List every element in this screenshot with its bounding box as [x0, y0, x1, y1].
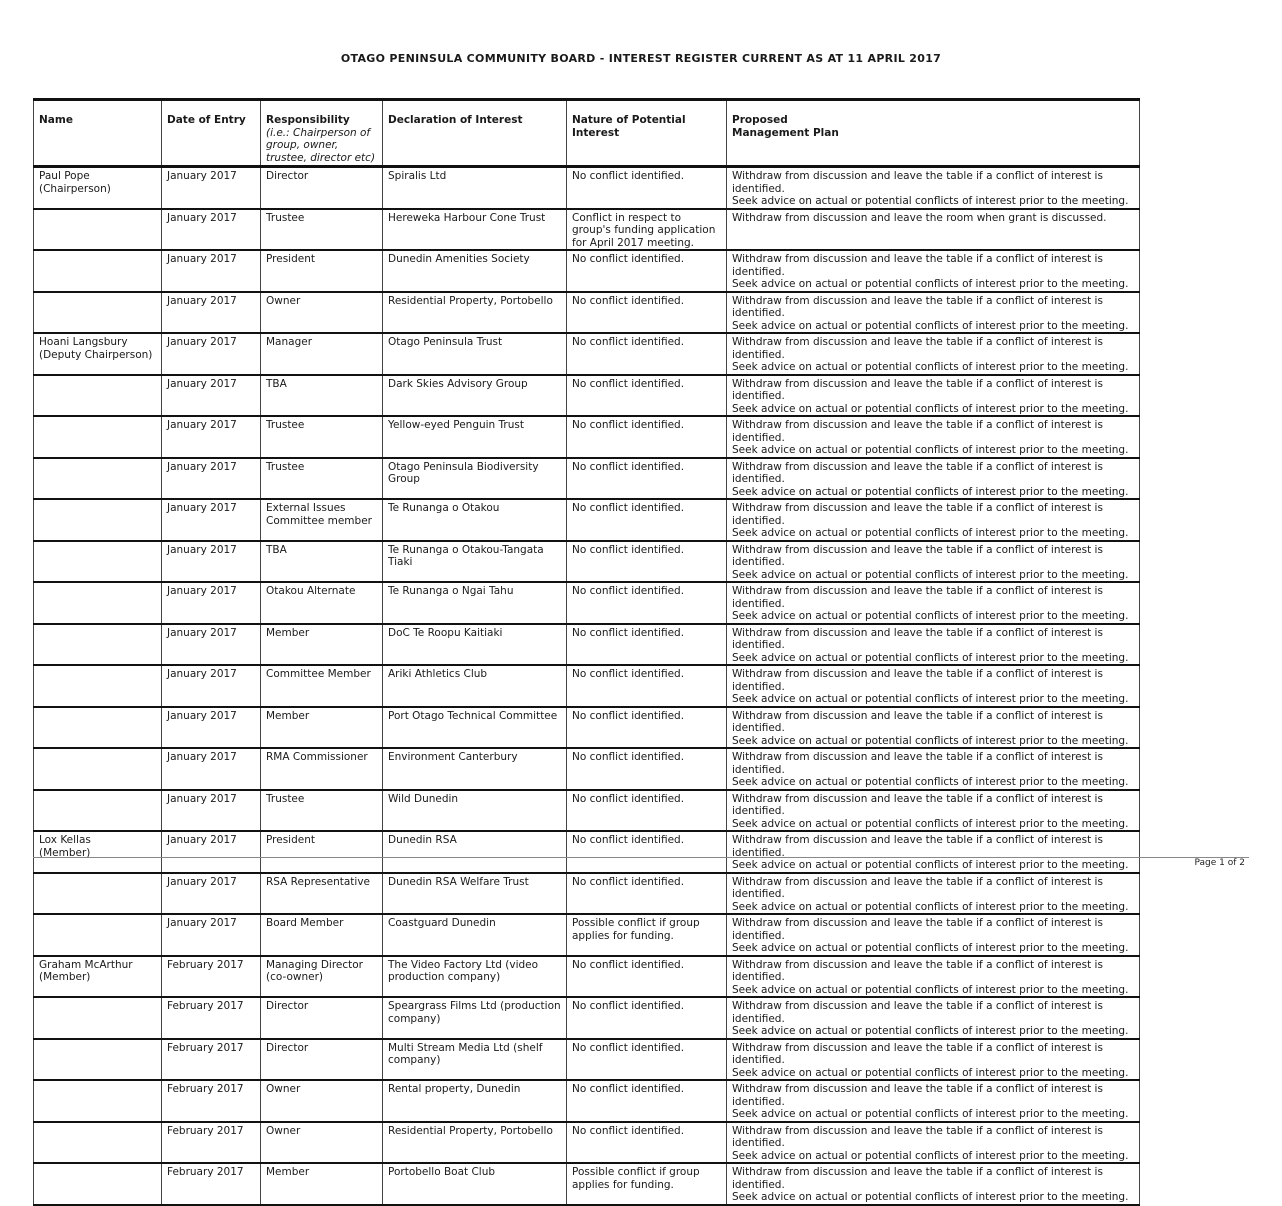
member-name: Lox Kellas [39, 834, 91, 846]
plan-line-1: Withdraw from discussion and leave the table if a conflict of interest is identified. [732, 502, 1103, 527]
cell-name [34, 831, 162, 873]
header-responsibility-note: (i.e.: Chairperson of group, owner, trustee, director etc) [266, 126, 376, 164]
table-row [34, 416, 1140, 458]
plan-line-2: Seek advice on actual or potential conflicts of interest prior to the meeting. [732, 734, 1129, 747]
cell-date: January 2017 [162, 333, 261, 375]
cell-name [34, 956, 162, 998]
table-row [34, 1122, 1140, 1164]
plan-line-2: Seek advice on actual or potential conflicts of interest prior to the meeting. [732, 527, 1129, 539]
cell-name [34, 707, 162, 749]
cell-plan [727, 748, 1140, 790]
cell-name [34, 748, 162, 790]
cell-name [34, 1080, 162, 1122]
cell-name [34, 375, 162, 417]
cell-declaration: Portobello Boat Club [383, 1163, 567, 1205]
cell-responsibility: Manager [261, 333, 383, 375]
cell-plan [727, 333, 1140, 375]
table-row [34, 997, 1140, 1039]
cell-nature: No conflict identified. [567, 292, 727, 334]
cell-date: January 2017 [162, 873, 261, 915]
cell-date: January 2017 [162, 831, 261, 873]
plan-line-1: Withdraw from discussion and leave the table if a conflict of interest is identified. [732, 751, 1103, 776]
table-row [34, 831, 1140, 873]
header-plan-line1: Proposed [732, 114, 788, 126]
cell-plan [727, 790, 1140, 832]
plan-line-2: Seek advice on actual or potential conflicts of interest prior to the meeting. [732, 651, 1129, 664]
cell-responsibility: TBA [261, 375, 383, 417]
cell-responsibility: External Issues Committee member [261, 499, 383, 541]
plan-line-2: Seek advice on actual or potential conflicts of interest prior to the meeting. [732, 693, 1129, 705]
cell-date: January 2017 [162, 416, 261, 458]
cell-plan [727, 873, 1140, 915]
header-declaration: Declaration of Interest [383, 100, 567, 167]
plan-line-1: Withdraw from discussion and leave the table if a conflict of interest is identified. [732, 1083, 1103, 1108]
cell-date: January 2017 [162, 499, 261, 541]
plan-line-2: Seek advice on actual or potential conflicts of interest prior to the meeting. [732, 195, 1129, 207]
cell-responsibility: Member [261, 707, 383, 749]
cell-responsibility: Director [261, 167, 383, 209]
cell-responsibility: Member [261, 1163, 383, 1205]
cell-name [34, 914, 162, 956]
cell-responsibility: Board Member [261, 914, 383, 956]
cell-name [34, 1122, 162, 1164]
table-row [34, 873, 1140, 915]
cell-nature: No conflict identified. [567, 1080, 727, 1122]
cell-nature: No conflict identified. [567, 873, 727, 915]
cell-responsibility: Owner [261, 1122, 383, 1164]
cell-declaration: Dunedin RSA [383, 831, 567, 873]
plan-line-1: Withdraw from discussion and leave the table if a conflict of interest is identified. [732, 460, 1103, 485]
table-row [34, 333, 1140, 375]
cell-declaration: Dark Skies Advisory Group [383, 375, 567, 417]
cell-date: January 2017 [162, 167, 261, 209]
cell-date: February 2017 [162, 1122, 261, 1164]
header-responsibility [261, 100, 383, 167]
cell-responsibility: Director [261, 997, 383, 1039]
table-row [34, 1080, 1140, 1122]
cell-name [34, 665, 162, 707]
cell-plan [727, 1163, 1140, 1205]
cell-date: February 2017 [162, 1080, 261, 1122]
cell-nature: Possible conflict if group applies for funding. [567, 914, 727, 956]
cell-date: January 2017 [162, 624, 261, 666]
cell-plan [727, 167, 1140, 209]
cell-responsibility: Trustee [261, 458, 383, 500]
cell-responsibility: Committee Member [261, 665, 383, 707]
cell-plan [727, 292, 1140, 334]
cell-date: January 2017 [162, 375, 261, 417]
table-row [34, 499, 1140, 541]
cell-nature: No conflict identified. [567, 707, 727, 749]
table-row [34, 956, 1140, 998]
cell-declaration: Wild Dunedin [383, 790, 567, 832]
cell-plan [727, 707, 1140, 749]
document-title: OTAGO PENINSULA COMMUNITY BOARD - INTEREST REGISTER CURRENT AS AT 11 APRIL 2017 [340, 52, 942, 65]
plan-line-2: Seek advice on actual or potential conflicts of interest prior to the meeting. [732, 983, 1129, 996]
plan-line-2: Seek advice on actual or potential conflicts of interest prior to the meeting. [732, 444, 1129, 456]
cell-nature: No conflict identified. [567, 167, 727, 209]
cell-declaration: Spiralis Ltd [383, 167, 567, 209]
cell-plan [727, 582, 1140, 624]
cell-declaration: Residential Property, Portobello [383, 292, 567, 334]
cell-declaration: Hereweka Harbour Cone Trust [383, 209, 567, 251]
cell-name [34, 582, 162, 624]
plan-line-1: Withdraw from discussion and leave the room when grant is discussed. [732, 211, 1107, 224]
plan-line-1: Withdraw from discussion and leave the table if a conflict of interest is identified. [732, 585, 1103, 610]
cell-plan [727, 541, 1140, 583]
cell-nature: No conflict identified. [567, 582, 727, 624]
plan-line-1: Withdraw from discussion and leave the table if a conflict of interest is identified. [732, 668, 1103, 693]
cell-responsibility: Trustee [261, 416, 383, 458]
cell-name [34, 458, 162, 500]
cell-name [34, 997, 162, 1039]
cell-nature: No conflict identified. [567, 416, 727, 458]
cell-nature: No conflict identified. [567, 541, 727, 583]
cell-date: February 2017 [162, 997, 261, 1039]
plan-line-1: Withdraw from discussion and leave the table if a conflict of interest is identified. [732, 875, 1103, 900]
plan-line-2: Seek advice on actual or potential conflicts of interest prior to the meeting. [732, 859, 1129, 871]
cell-date: January 2017 [162, 250, 261, 292]
cell-name [34, 167, 162, 209]
cell-plan [727, 624, 1140, 666]
cell-responsibility: RMA Commissioner [261, 748, 383, 790]
cell-declaration: Coastguard Dunedin [383, 914, 567, 956]
cell-date: February 2017 [162, 1163, 261, 1205]
cell-plan [727, 956, 1140, 998]
cell-plan [727, 665, 1140, 707]
interest-register-table [33, 98, 1140, 1206]
cell-date: January 2017 [162, 541, 261, 583]
plan-line-1: Withdraw from discussion and leave the table if a conflict of interest is identified. [732, 958, 1103, 983]
cell-declaration: Otago Peninsula Trust [383, 333, 567, 375]
cell-nature: No conflict identified. [567, 956, 727, 998]
cell-responsibility: President [261, 250, 383, 292]
plan-line-1: Withdraw from discussion and leave the table if a conflict of interest is identified. [732, 1000, 1103, 1025]
plan-line-1: Withdraw from discussion and leave the table if a conflict of interest is identified. [732, 543, 1103, 568]
cell-date: February 2017 [162, 1039, 261, 1081]
cell-name [34, 416, 162, 458]
cell-responsibility: Trustee [261, 790, 383, 832]
header-name: Name [34, 100, 162, 167]
plan-line-1: Withdraw from discussion and leave the table if a conflict of interest is identified. [732, 834, 1103, 859]
cell-date: January 2017 [162, 458, 261, 500]
cell-nature: No conflict identified. [567, 748, 727, 790]
cell-declaration: Otago Peninsula Biodiversity Group [383, 458, 567, 500]
cell-plan [727, 209, 1140, 251]
cell-plan [727, 458, 1140, 500]
cell-declaration: Te Runanga o Otakou [383, 499, 567, 541]
plan-line-2: Seek advice on actual or potential conflicts of interest prior to the meeting. [732, 278, 1129, 290]
cell-declaration: Speargrass Films Ltd (production company) [383, 997, 567, 1039]
plan-line-2: Seek advice on actual or potential conflicts of interest prior to the meeting. [732, 568, 1129, 581]
header-date-of-entry: Date of Entry [162, 100, 261, 167]
cell-declaration: Environment Canterbury [383, 748, 567, 790]
cell-nature: No conflict identified. [567, 665, 727, 707]
cell-plan [727, 914, 1140, 956]
table-body [34, 167, 1140, 1205]
plan-line-2: Seek advice on actual or potential conflicts of interest prior to the meeting. [732, 1108, 1129, 1120]
plan-line-2: Seek advice on actual or potential conflicts of interest prior to the meeting. [732, 817, 1129, 830]
cell-responsibility: Trustee [261, 209, 383, 251]
member-role: (Member) [39, 971, 91, 983]
cell-name [34, 541, 162, 583]
plan-line-1: Withdraw from discussion and leave the table if a conflict of interest is identified. [732, 1124, 1103, 1149]
table-row [34, 790, 1140, 832]
cell-plan [727, 1080, 1140, 1122]
cell-responsibility: TBA [261, 541, 383, 583]
cell-name [34, 250, 162, 292]
cell-declaration: Te Runanga o Ngai Tahu [383, 582, 567, 624]
cell-plan [727, 1122, 1140, 1164]
cell-date: February 2017 [162, 956, 261, 998]
cell-nature: Possible conflict if group applies for funding. [567, 1163, 727, 1205]
member-name: Graham McArthur [39, 958, 133, 971]
cell-plan [727, 375, 1140, 417]
cell-responsibility: Owner [261, 292, 383, 334]
cell-name [34, 499, 162, 541]
plan-line-2: Seek advice on actual or potential conflicts of interest prior to the meeting. [732, 610, 1129, 622]
plan-line-1: Withdraw from discussion and leave the table if a conflict of interest is identified. [732, 917, 1103, 942]
cell-date: January 2017 [162, 914, 261, 956]
cell-declaration: Rental property, Dunedin [383, 1080, 567, 1122]
table-row [34, 458, 1140, 500]
table-row [34, 665, 1140, 707]
cell-nature: No conflict identified. [567, 624, 727, 666]
header-management-plan [727, 100, 1140, 167]
header-responsibility-label: Responsibility [266, 114, 350, 126]
cell-date: January 2017 [162, 665, 261, 707]
cell-date: January 2017 [162, 748, 261, 790]
table-row [34, 582, 1140, 624]
cell-declaration: Yellow-eyed Penguin Trust [383, 416, 567, 458]
plan-line-1: Withdraw from discussion and leave the table if a conflict of interest is identified. [732, 170, 1103, 195]
cell-responsibility: RSA Representative [261, 873, 383, 915]
table-row [34, 292, 1140, 334]
cell-nature: Conflict in respect to group's funding application for April 2017 meeting. [567, 209, 727, 251]
cell-name [34, 790, 162, 832]
header-plan-line2: Management Plan [732, 126, 839, 139]
member-role: (Deputy Chairperson) [39, 348, 153, 361]
plan-line-2: Seek advice on actual or potential conflicts of interest prior to the meeting. [732, 776, 1129, 788]
plan-line-1: Withdraw from discussion and leave the table if a conflict of interest is identified. [732, 709, 1103, 734]
cell-name [34, 1163, 162, 1205]
cell-nature: No conflict identified. [567, 499, 727, 541]
header-nature: Nature of Potential Interest [567, 100, 727, 167]
cell-declaration: Dunedin RSA Welfare Trust [383, 873, 567, 915]
cell-name [34, 624, 162, 666]
cell-date: January 2017 [162, 209, 261, 251]
plan-line-1: Withdraw from discussion and leave the table if a conflict of interest is identified. [732, 336, 1103, 361]
plan-line-1: Withdraw from discussion and leave the table if a conflict of interest is identified. [732, 419, 1103, 444]
plan-line-2: Seek advice on actual or potential conflicts of interest prior to the meeting. [732, 402, 1129, 415]
plan-line-1: Withdraw from discussion and leave the table if a conflict of interest is identified. [732, 253, 1103, 278]
cell-name [34, 873, 162, 915]
cell-declaration: Te Runanga o Otakou-Tangata Tiaki [383, 541, 567, 583]
table-row [34, 624, 1140, 666]
cell-nature: No conflict identified. [567, 997, 727, 1039]
cell-name [34, 292, 162, 334]
cell-nature: No conflict identified. [567, 458, 727, 500]
cell-nature: No conflict identified. [567, 1122, 727, 1164]
table-row [34, 250, 1140, 292]
cell-responsibility: Otakou Alternate [261, 582, 383, 624]
cell-plan [727, 831, 1140, 873]
cell-nature: No conflict identified. [567, 1039, 727, 1081]
plan-line-2: Seek advice on actual or potential conflicts of interest prior to the meeting. [732, 900, 1129, 913]
table-row [34, 541, 1140, 583]
plan-line-1: Withdraw from discussion and leave the table if a conflict of interest is identified. [732, 792, 1103, 817]
plan-line-2: Seek advice on actual or potential conflicts of interest prior to the meeting. [732, 361, 1129, 373]
cell-nature: No conflict identified. [567, 831, 727, 873]
member-role: (Member) [39, 846, 91, 859]
cell-nature: No conflict identified. [567, 375, 727, 417]
plan-line-2: Seek advice on actual or potential conflicts of interest prior to the meeting. [732, 1025, 1129, 1037]
cell-nature: No conflict identified. [567, 250, 727, 292]
cell-name [34, 333, 162, 375]
table-row [34, 748, 1140, 790]
page-number: Page 1 of 2 [1194, 858, 1245, 868]
cell-nature: No conflict identified. [567, 333, 727, 375]
plan-line-2: Seek advice on actual or potential conflicts of interest prior to the meeting. [732, 1149, 1129, 1162]
cell-plan [727, 1039, 1140, 1081]
cell-responsibility: Owner [261, 1080, 383, 1122]
plan-line-2: Seek advice on actual or potential conflicts of interest prior to the meeting. [732, 1066, 1129, 1079]
cell-declaration: The Video Factory Ltd (video production company) [383, 956, 567, 998]
cell-plan [727, 499, 1140, 541]
cell-responsibility: President [261, 831, 383, 873]
table-row [34, 167, 1140, 209]
member-name: Hoani Langsbury [39, 336, 128, 348]
cell-declaration: Multi Stream Media Ltd (shelf company) [383, 1039, 567, 1081]
cell-plan [727, 416, 1140, 458]
plan-line-2: Seek advice on actual or potential conflicts of interest prior to the meeting. [732, 942, 1129, 954]
plan-line-1: Withdraw from discussion and leave the table if a conflict of interest is identified. [732, 1041, 1103, 1066]
cell-responsibility: Managing Director (co-owner) [261, 956, 383, 998]
plan-line-1: Withdraw from discussion and leave the table if a conflict of interest is identified. [732, 377, 1103, 402]
cell-responsibility: Member [261, 624, 383, 666]
table-row [34, 1039, 1140, 1081]
cell-declaration: Residential Property, Portobello [383, 1122, 567, 1164]
cell-plan [727, 250, 1140, 292]
plan-line-2: Seek advice on actual or potential conflicts of interest prior to the meeting. [732, 1191, 1129, 1203]
table-row [34, 1163, 1140, 1205]
member-role: (Chairperson) [39, 182, 111, 195]
table-row [34, 707, 1140, 749]
cell-declaration: DoC Te Roopu Kaitiaki [383, 624, 567, 666]
table-row [34, 375, 1140, 417]
table-header-row [34, 100, 1140, 167]
cell-nature: No conflict identified. [567, 790, 727, 832]
cell-date: January 2017 [162, 790, 261, 832]
plan-line-1: Withdraw from discussion and leave the table if a conflict of interest is identified. [732, 1166, 1103, 1191]
cell-date: January 2017 [162, 707, 261, 749]
table-row [34, 209, 1140, 251]
plan-line-2: Seek advice on actual or potential conflicts of interest prior to the meeting. [732, 485, 1129, 498]
cell-declaration: Dunedin Amenities Society [383, 250, 567, 292]
footer-divider [33, 857, 1249, 858]
table-row [34, 914, 1140, 956]
cell-responsibility: Director [261, 1039, 383, 1081]
plan-line-1: Withdraw from discussion and leave the table if a conflict of interest is identified. [732, 626, 1103, 651]
cell-declaration: Port Otago Technical Committee [383, 707, 567, 749]
cell-declaration: Ariki Athletics Club [383, 665, 567, 707]
cell-date: January 2017 [162, 582, 261, 624]
cell-name [34, 209, 162, 251]
plan-line-1: Withdraw from discussion and leave the table if a conflict of interest is identified. [732, 294, 1103, 319]
cell-plan [727, 997, 1140, 1039]
cell-name [34, 1039, 162, 1081]
plan-line-2: Seek advice on actual or potential conflicts of interest prior to the meeting. [732, 319, 1129, 332]
cell-date: January 2017 [162, 292, 261, 334]
member-name: Paul Pope [39, 170, 90, 182]
